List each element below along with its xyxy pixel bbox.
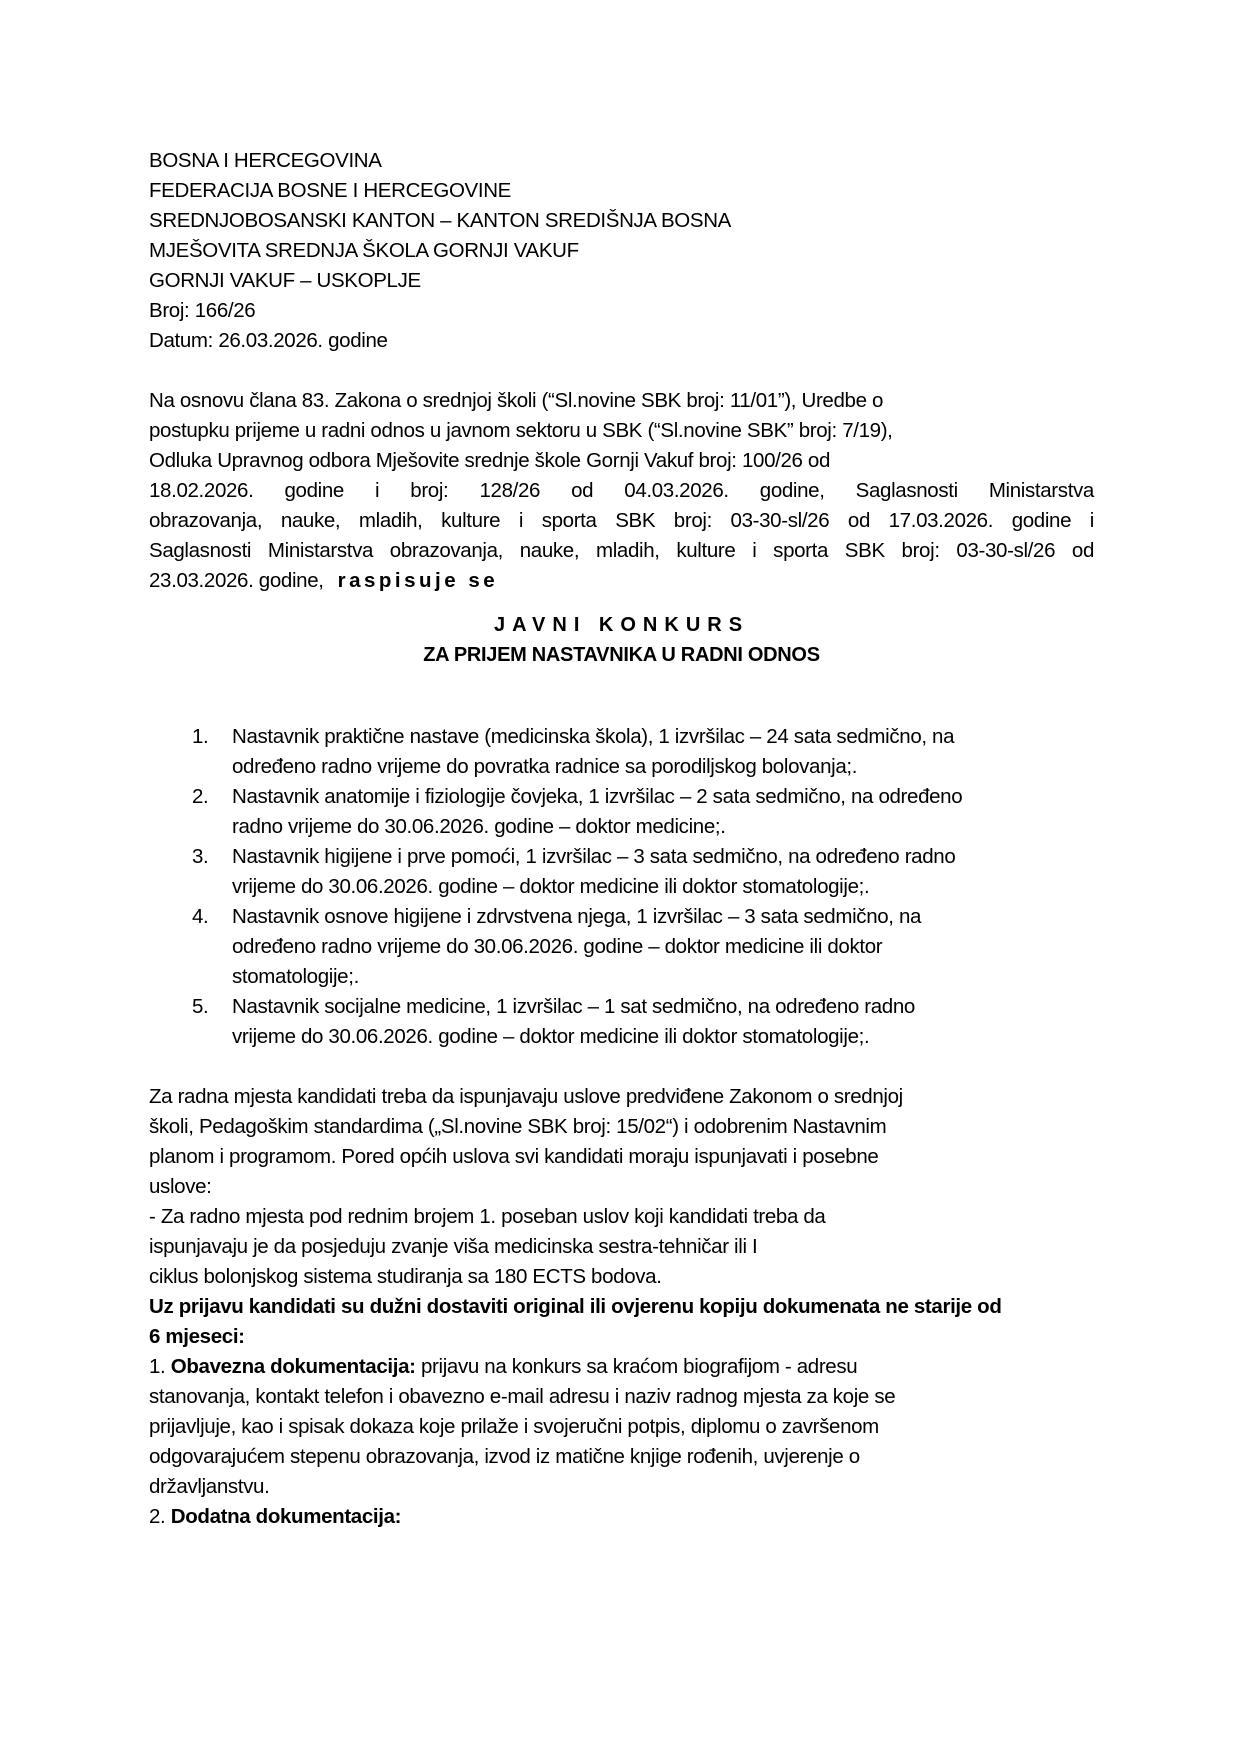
- letterhead-line: FEDERACIJA BOSNE I HERCEGOVINE: [149, 179, 511, 202]
- conditions-paragraph: [149, 1082, 1094, 1292]
- preamble-line: 18.02.2026. godine i broj: 128/26 od 04.03.2026. godine, Saglasnosti Ministarstva: [149, 479, 1094, 502]
- additional-docs-line: [149, 1502, 1094, 1532]
- position-line: radno vrijeme do 30.06.2026. godine – doktor medicine;.: [232, 815, 726, 838]
- title-main: JAVNI KONKURS: [493, 614, 750, 636]
- position-number: 1.: [192, 725, 209, 748]
- positions-list: [149, 722, 1094, 1052]
- competition-title: [149, 610, 1094, 670]
- position-line: stomatologije;.: [232, 965, 359, 988]
- preamble-paragraph: [149, 386, 1094, 596]
- letterhead-line: BOSNA I HERCEGOVINA: [149, 149, 382, 172]
- documents-heading: [149, 1292, 1094, 1352]
- document-number: Broj: 166/26: [149, 299, 256, 322]
- position-item: [192, 782, 1094, 842]
- conditions-line: planom i programom. Pored općih uslova svi kandidati moraju ispunjavati i posebne: [149, 1145, 879, 1168]
- letterhead-line: MJEŠOVITA SREDNJA ŠKOLA GORNJI VAKUF: [149, 239, 579, 262]
- position-item: [192, 902, 1094, 992]
- position-number: 2.: [192, 785, 209, 808]
- additional-docs-label: Dodatna dokumentacija:: [170, 1505, 402, 1528]
- letterhead-line: GORNJI VAKUF – USKOPLJE: [149, 269, 421, 292]
- preamble-line: Saglasnosti Ministarstva obrazovanja, nauke, mladih, kulture i sporta SBK broj: 03-30-sl/26 od: [149, 539, 1094, 562]
- mandatory-docs-line: prijavljuje, kao i spisak dokaza koje prilaže i svojeručni potpis, diplomu o završenom: [149, 1415, 879, 1438]
- position-line: Nastavnik anatomije i fiziologije čovjeka, 1 izvršilac – 2 sata sedmično, na određeno: [232, 785, 963, 808]
- mandatory-docs-line: stanovanja, kontakt telefon i obavezno e-mail adresu i naziv radnog mjesta za koje se: [149, 1385, 896, 1408]
- additional-documents: [149, 1502, 1094, 1532]
- mandatory-docs-text: prijavu na konkurs sa kraćom biografijom - adresu: [420, 1355, 858, 1378]
- mandatory-docs-line: državljanstvu.: [149, 1475, 270, 1498]
- document-page: [149, 146, 1094, 1532]
- documents-heading-line: 6 mjeseci:: [149, 1325, 245, 1348]
- position-number: 4.: [192, 905, 209, 928]
- preamble-last-line: [149, 566, 1094, 596]
- additional-docs-number: 2.: [149, 1505, 166, 1528]
- mandatory-documents: [149, 1352, 1094, 1502]
- letterhead: [149, 146, 1094, 356]
- position-line: vrijeme do 30.06.2026. godine – doktor medicine ili doktor stomatologije;.: [232, 1025, 870, 1048]
- position-item: [192, 722, 1094, 782]
- position-number: 5.: [192, 995, 209, 1018]
- mandatory-docs-number: 1.: [149, 1355, 166, 1378]
- position-item: [192, 842, 1094, 902]
- announcement-emphasis: raspisuje se: [337, 569, 499, 592]
- position-line: Nastavnik higijene i prve pomoći, 1 izvršilac – 3 sata sedmično, na određeno radno: [232, 845, 956, 868]
- mandatory-docs-first-line: [149, 1352, 1094, 1382]
- documents-heading-line: Uz prijavu kandidati su dužni dostaviti original ili ovjerenu kopiju dokumenata ne starije od: [149, 1295, 1002, 1318]
- title-sub: ZA PRIJEM NASTAVNIKA U RADNI ODNOS: [423, 644, 820, 666]
- position-line: određeno radno vrijeme do 30.06.2026. godine – doktor medicine ili doktor: [232, 935, 883, 958]
- position-line: Nastavnik praktične nastave (medicinska škola), 1 izvršilac – 24 sata sedmično, na: [232, 725, 955, 748]
- position-line: Nastavnik socijalne medicine, 1 izvršilac – 1 sat sedmično, na određeno radno: [232, 995, 915, 1018]
- conditions-line: Za radna mjesta kandidati treba da ispunjavaju uslove predviđene Zakonom o srednjoj: [149, 1085, 903, 1108]
- preamble-last-text: 23.03.2026. godine,: [149, 569, 324, 592]
- mandatory-docs-label: Obavezna dokumentacija:: [170, 1355, 416, 1378]
- preamble-line: postupku prijeme u radni odnos u javnom sektoru u SBK (“Sl.novine SBK” broj: 7/19),: [149, 419, 893, 442]
- conditions-line: - Za radno mjesta pod rednim brojem 1. poseban uslov koji kandidati treba da: [149, 1205, 826, 1228]
- position-number: 3.: [192, 845, 209, 868]
- preamble-line: obrazovanja, nauke, mladih, kulture i sporta SBK broj: 03-30-sl/26 od 17.03.2026. godine i: [149, 509, 1094, 532]
- document-date: Datum: 26.03.2026. godine: [149, 329, 388, 352]
- letterhead-line: SREDNJOBOSANSKI KANTON – KANTON SREDIŠNJA BOSNA: [149, 209, 731, 232]
- position-line: Nastavnik osnove higijene i zdrvstvena njega, 1 izvršilac – 3 sata sedmično, na: [232, 905, 922, 928]
- position-item: [192, 992, 1094, 1052]
- conditions-line: ispunjavaju je da posjeduju zvanje viša medicinska sestra-tehničar ili I: [149, 1235, 758, 1258]
- conditions-line: uslove:: [149, 1175, 212, 1198]
- conditions-line: ciklus bolonjskog sistema studiranja sa 180 ECTS bodova.: [149, 1265, 662, 1288]
- position-line: određeno radno vrijeme do povratka radnice sa porodiljskog bolovanja;.: [232, 755, 858, 778]
- mandatory-docs-line: odgovarajućem stepenu obrazovanja, izvod iz matične knjige rođenih, uvjerenje o: [149, 1445, 860, 1468]
- position-line: vrijeme do 30.06.2026. godine – doktor medicine ili doktor stomatologije;.: [232, 875, 870, 898]
- preamble-line: Odluka Upravnog odbora Mješovite srednje škole Gornji Vakuf broj: 100/26 od: [149, 449, 831, 472]
- spacer: [149, 356, 1094, 386]
- conditions-line: školi, Pedagoškim standardima („Sl.novine SBK broj: 15/02“) i odobrenim Nastavnim: [149, 1115, 887, 1138]
- spacer: [149, 1052, 1094, 1082]
- preamble-line: Na osnovu člana 83. Zakona o srednjoj školi (“Sl.novine SBK broj: 11/01”), Uredbe o: [149, 389, 884, 412]
